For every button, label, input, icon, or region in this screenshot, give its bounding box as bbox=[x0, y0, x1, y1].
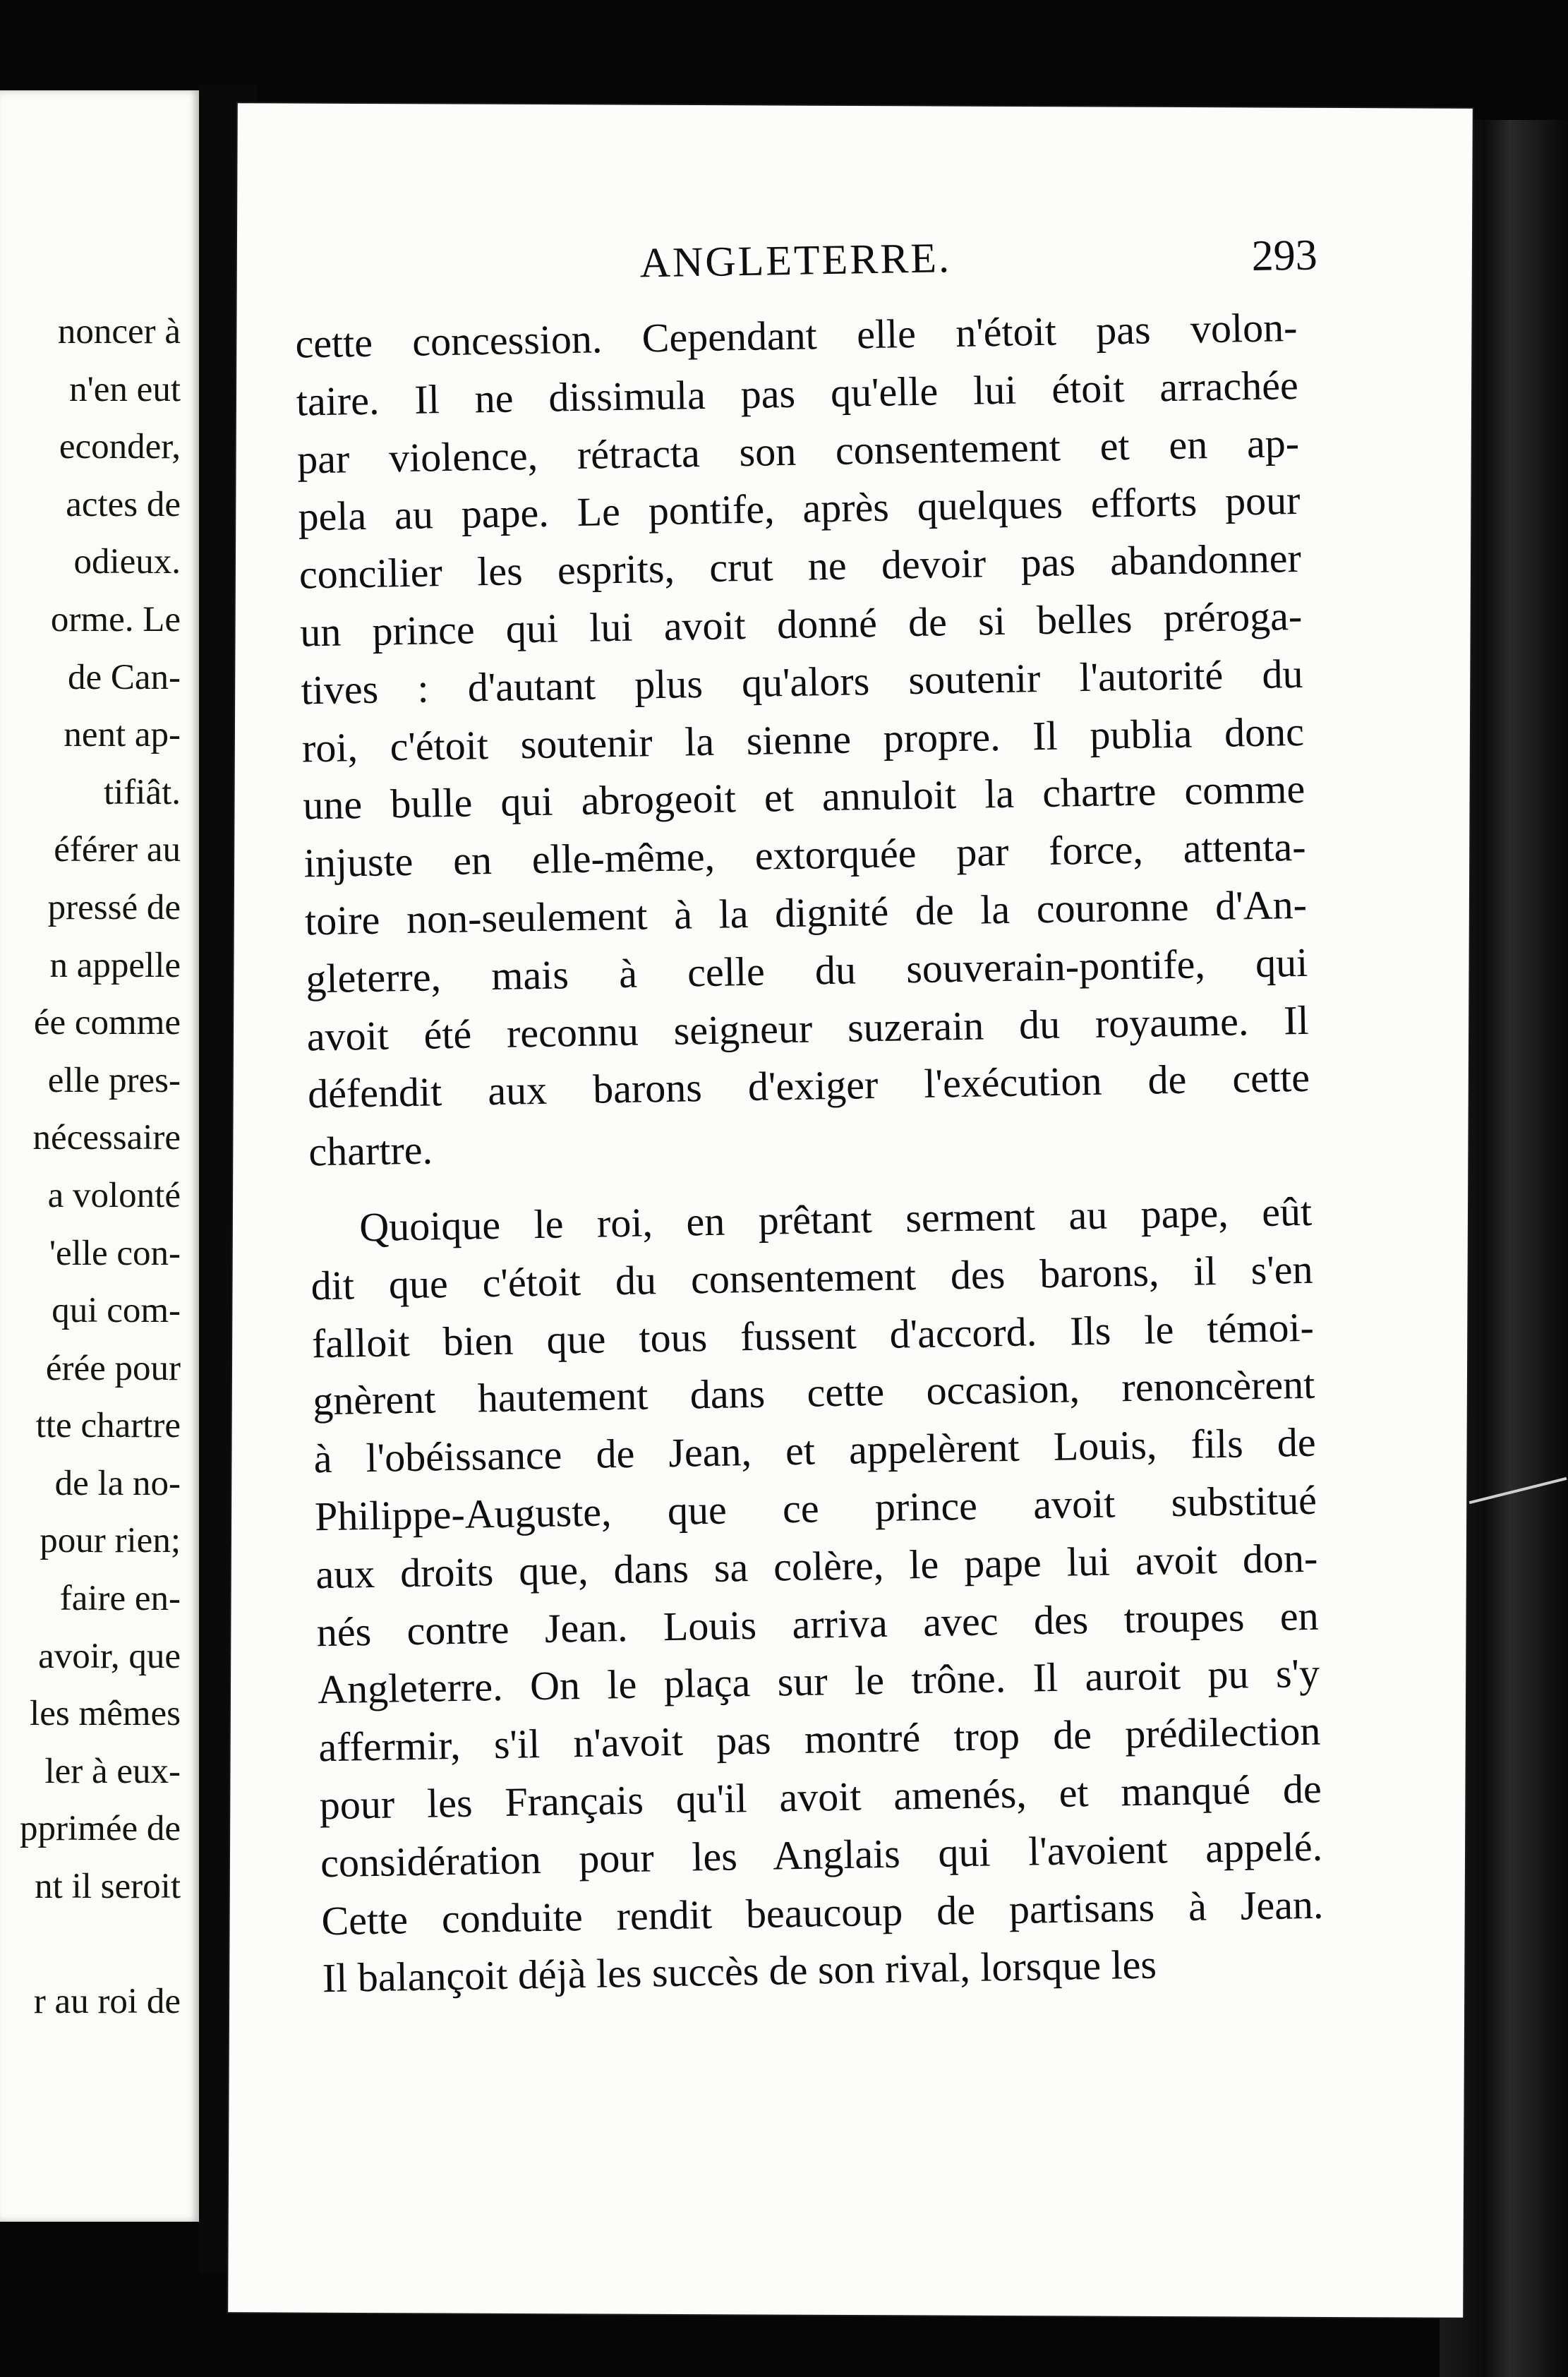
text-line: cette concession. Cependant elle n'étoit pas volon- bbox=[294, 303, 1298, 367]
page-content bbox=[294, 221, 1325, 2007]
text-line: tives : d'autant plus qu'alors soutenir l'autorité du bbox=[301, 650, 1303, 714]
text-line: pela au pape. Le pontife, après quelques efforts pour bbox=[298, 477, 1301, 540]
facing-page-line: nécessaire bbox=[32, 1118, 181, 1158]
body-text bbox=[295, 299, 1325, 2007]
facing-page-line: nent ap- bbox=[64, 715, 181, 755]
text-line: dit que c'étoit du consentement des barons, il s'en bbox=[310, 1246, 1313, 1309]
text-line: défendit aux barons d'exiger l'exécution de cette bbox=[307, 1054, 1310, 1117]
paragraph bbox=[295, 299, 1311, 1181]
facing-page-line: de Can- bbox=[67, 657, 181, 697]
text-line: avoit été reconnu seigneur suzerain du royaume. Il bbox=[306, 997, 1310, 1059]
text-line: chartre. bbox=[308, 1126, 433, 1175]
facing-page-line: noncer à bbox=[57, 312, 181, 351]
text-line: Quoique le roi, en prêtant serment au pape, eût bbox=[358, 1188, 1313, 1251]
facing-page-line: avoir, que bbox=[38, 1636, 181, 1676]
facing-page-line: n appelle bbox=[49, 945, 181, 985]
facing-page bbox=[0, 90, 199, 2222]
facing-page-line: odieux. bbox=[73, 542, 181, 582]
facing-page-line: faire en- bbox=[59, 1579, 181, 1619]
text-line: Philippe-Auguste, que ce prince avoit substitué bbox=[314, 1476, 1317, 1540]
running-title: ANGLETERRE. bbox=[639, 234, 952, 287]
text-line: roi, c'étoit soutenir la sienne propre. Il publia donc bbox=[301, 708, 1305, 771]
facing-page-line: de la no- bbox=[54, 1463, 181, 1503]
facing-page-line: érée pour bbox=[45, 1348, 181, 1388]
text-line: gnèrent hautement dans cette occasion, renoncèrent bbox=[312, 1361, 1315, 1424]
text-line: injuste en elle-même, extorquée par force, attenta- bbox=[303, 824, 1307, 886]
facing-page-line: qui com- bbox=[52, 1291, 181, 1331]
facing-page-text bbox=[0, 303, 181, 2031]
text-line: pour les Français qu'il avoit amenés, et manqué de bbox=[319, 1765, 1322, 1829]
text-line: concilier les esprits, crut ne devoir pas abandonner bbox=[298, 535, 1302, 598]
facing-page-line: orme. Le bbox=[50, 599, 181, 639]
text-line: Il balançoit déjà les succès de son rival, lorsque les bbox=[322, 1941, 1157, 2002]
text-line: taire. Il ne dissimula pas qu'elle lui étoit arrachée bbox=[296, 361, 1299, 425]
facing-page-line: elle pres- bbox=[47, 1060, 181, 1100]
facing-page-line: tte chartre bbox=[35, 1406, 181, 1446]
text-line: à l'obéissance de Jean, et appelèrent Louis, fils de bbox=[313, 1419, 1317, 1482]
paragraph bbox=[310, 1183, 1325, 2008]
text-line: nés contre Jean. Louis arriva avec des troupes en bbox=[316, 1592, 1320, 1655]
text-line: Angleterre. On le plaça sur le trône. Il auroit pu s'y bbox=[317, 1650, 1320, 1713]
text-line: par violence, rétracta son consentement et en ap- bbox=[296, 419, 1300, 483]
text-line: Cette conduite rendit beaucoup de partisans à Jean. bbox=[321, 1881, 1324, 1944]
facing-page-line: pour rien; bbox=[40, 1521, 181, 1561]
facing-page-line: éférer au bbox=[54, 830, 181, 870]
facing-page-line: 'elle con- bbox=[49, 1233, 181, 1273]
facing-page-line: les mêmes bbox=[30, 1694, 181, 1734]
facing-page-line: actes de bbox=[66, 484, 181, 524]
facing-page-line: a volonté bbox=[47, 1175, 181, 1215]
facing-page-line: ler à eux- bbox=[44, 1751, 181, 1791]
facing-page-line: pressé de bbox=[47, 887, 181, 927]
facing-page-line: r au roi de bbox=[33, 1982, 181, 2022]
facing-page-line: econder, bbox=[59, 427, 181, 467]
facing-page-line: pprimée de bbox=[20, 1809, 181, 1849]
text-line: affermir, s'il n'avoit pas montré trop de prédilection bbox=[318, 1707, 1321, 1771]
text-line: une bulle qui abrogeoit et annuloit la chartre comme bbox=[302, 766, 1305, 829]
running-head bbox=[294, 221, 1318, 315]
text-line: gleterre, mais à celle du souverain-pontife, qui bbox=[305, 939, 1308, 1002]
book-page bbox=[228, 103, 1473, 2318]
facing-page-line bbox=[0, 1916, 181, 1974]
text-line: toire non-seulement à la dignité de la couronne d'An- bbox=[304, 881, 1308, 944]
facing-page-line: nt il seroit bbox=[35, 1867, 181, 1907]
text-line: falloit bien que tous fussent d'accord. Ils le témoi- bbox=[311, 1304, 1315, 1366]
text-line: considération pour les Anglais qui l'avoient appelé. bbox=[320, 1823, 1323, 1886]
facing-page-line: n'en eut bbox=[69, 369, 181, 409]
facing-page-line: tifiât. bbox=[103, 772, 181, 812]
text-line: un prince qui lui avoit donné de si belles préroga- bbox=[299, 592, 1303, 656]
page-number: 293 bbox=[1251, 231, 1318, 281]
text-line: aux droits que, dans sa colère, le pape lui avoit don- bbox=[315, 1534, 1318, 1598]
facing-page-line: ée comme bbox=[33, 1003, 181, 1043]
